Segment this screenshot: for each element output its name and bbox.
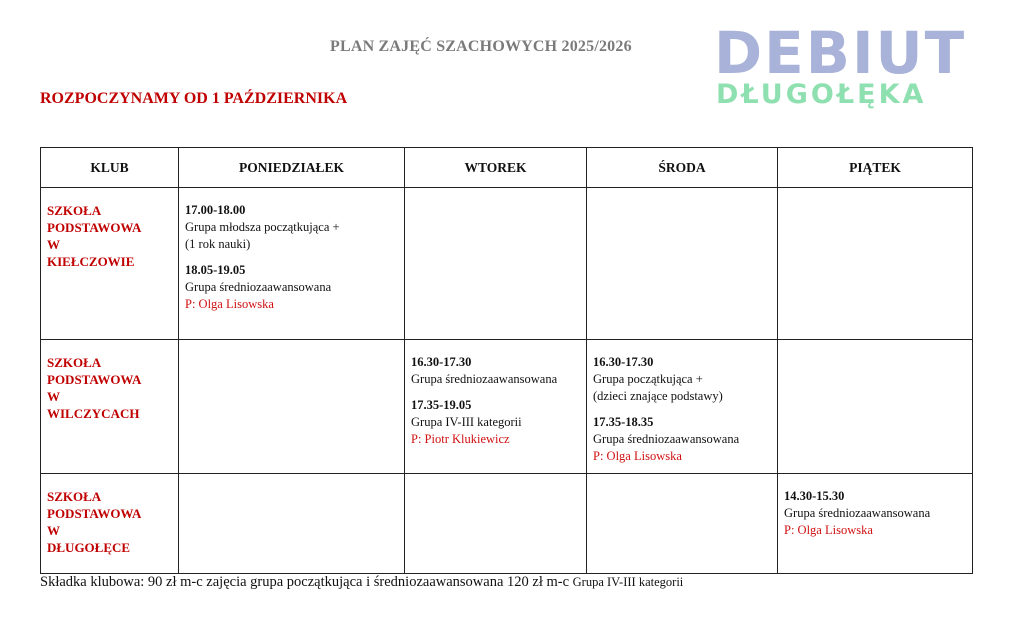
slot-group: Grupa średniozaawansowana xyxy=(185,280,332,294)
header-poniedzialek: PONIEDZIAŁEK xyxy=(179,148,405,188)
club-cell xyxy=(41,188,179,340)
schedule-cell-wtorek xyxy=(405,340,587,474)
slot-group: Grupa średniozaawansowana xyxy=(593,432,740,446)
schedule-cell-poniedzialek xyxy=(179,188,405,340)
start-date-notice: ROZPOCZYNAMY OD 1 PAŹDZIERNIKA xyxy=(40,90,348,107)
schedule-cell-piatek xyxy=(778,340,973,474)
slot-group: Grupa IV-III kategorii xyxy=(411,415,522,429)
slot-note: (dzieci znające podstawy) xyxy=(593,389,723,403)
table-header-row xyxy=(41,148,973,188)
slot-note: (1 rok nauki) xyxy=(185,237,251,251)
slot-group: Grupa średniozaawansowana xyxy=(411,372,558,386)
header-sroda: ŚRODA xyxy=(587,148,778,188)
header-wtorek: WTOREK xyxy=(405,148,587,188)
club-name: SZKOŁA PODSTAWOWA W KIEŁCZOWIE xyxy=(47,203,142,269)
time-slot xyxy=(784,488,966,539)
schedule-cell-poniedzialek xyxy=(179,474,405,574)
time-slot xyxy=(593,414,771,465)
slot-time: 16.30-17.30 xyxy=(411,355,472,369)
table-row xyxy=(41,474,973,574)
schedule-cell-wtorek xyxy=(405,474,587,574)
teacher-name: P: Olga Lisowska xyxy=(185,297,274,311)
slot-time: 14.30-15.30 xyxy=(784,489,845,503)
logo-text-top: DEBIUT xyxy=(714,19,967,87)
time-slot xyxy=(185,262,398,313)
schedule-cell-sroda xyxy=(587,474,778,574)
slot-time: 16.30-17.30 xyxy=(593,355,654,369)
schedule-cell-poniedzialek xyxy=(179,340,405,474)
header-klub: KLUB xyxy=(41,148,179,188)
club-cell xyxy=(41,474,179,574)
page-title: PLAN ZAJĘĆ SZACHOWYCH 2025/2026 xyxy=(330,38,632,55)
schedule-cell-piatek xyxy=(778,474,973,574)
schedule-cell-sroda xyxy=(587,340,778,474)
table-row xyxy=(41,188,973,340)
slot-group: Grupa średniozaawansowana xyxy=(784,506,931,520)
club-name: SZKOŁA PODSTAWOWA W WILCZYCACH xyxy=(47,355,142,421)
schedule-table xyxy=(40,147,973,574)
slot-group: Grupa młodsza początkująca + xyxy=(185,220,340,234)
time-slot xyxy=(411,354,580,388)
slot-time: 17.00-18.00 xyxy=(185,203,246,217)
slot-time: 17.35-18.35 xyxy=(593,415,654,429)
time-slot xyxy=(185,202,398,253)
table-row xyxy=(41,340,973,474)
teacher-name: P: Olga Lisowska xyxy=(593,449,682,463)
logo-text-bottom: DŁUGOŁĘKA xyxy=(716,79,927,110)
club-cell xyxy=(41,340,179,474)
slot-group: Grupa początkująca + xyxy=(593,372,703,386)
time-slot xyxy=(411,397,580,448)
teacher-name: P: Olga Lisowska xyxy=(784,523,873,537)
time-slot xyxy=(593,354,771,405)
slot-time: 18.05-19.05 xyxy=(185,263,246,277)
fee-note-main: Składka klubowa: 90 zł m-c zajęcia grupa początkująca i średniozaawansowana 120 zł m-c xyxy=(40,574,570,590)
club-name: SZKOŁA PODSTAWOWA W DŁUGOŁĘCE xyxy=(47,489,142,555)
schedule-cell-wtorek xyxy=(405,188,587,340)
header-piatek: PIĄTEK xyxy=(778,148,973,188)
schedule-cell-sroda xyxy=(587,188,778,340)
logo xyxy=(714,19,970,110)
fee-note xyxy=(40,574,683,591)
schedule-cell-piatek xyxy=(778,188,973,340)
fee-note-group: Grupa IV-III kategorii xyxy=(572,575,684,589)
slot-time: 17.35-19.05 xyxy=(411,398,472,412)
teacher-name: P: Piotr Klukiewicz xyxy=(411,432,510,446)
